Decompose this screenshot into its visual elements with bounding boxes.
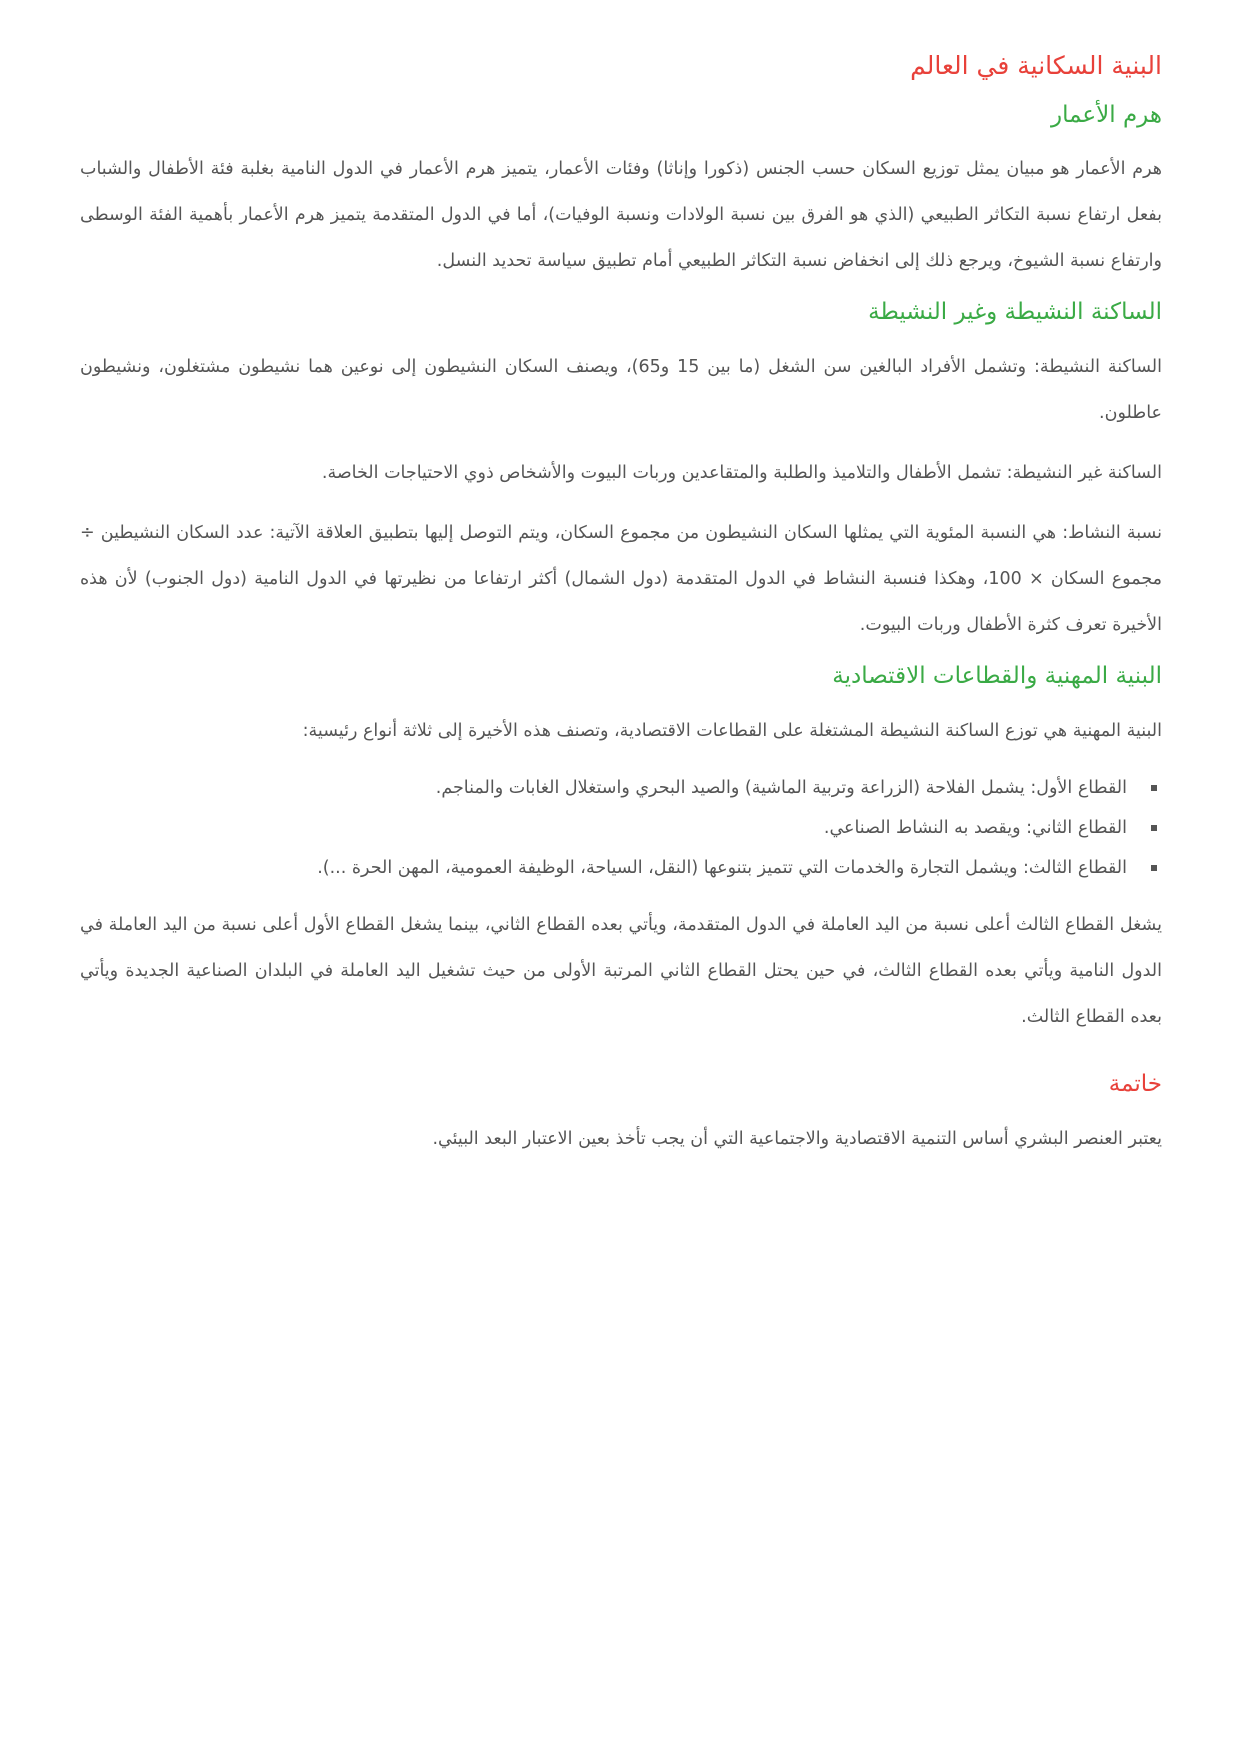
page-title: البنية السكانية في العالم xyxy=(910,51,1162,80)
list-item-text: القطاع الثاني: ويقصد به النشاط الصناعي. xyxy=(823,818,1127,839)
list-item xyxy=(80,808,1127,848)
list-item-text: القطاع الأول: يشمل الفلاحة (الزراعة وتربية الماشية) والصيد البحري واستغلال الغابات والمناجم. xyxy=(435,778,1127,799)
list-item-text: القطاع الثالث: ويشمل التجارة والخدمات التي تتميز بتنوعها (النقل، السياحة، الوظيفة العمومية، المهن الحرة ...). xyxy=(317,858,1127,879)
sectors-list xyxy=(80,768,1162,888)
age-pyramid-paragraph: هرم الأعمار هو مبيان يمثل توزيع السكان حسب الجنس (ذكورا وإناثا) وفئات الأعمار، يتميز هرم الأعمار في الدول النامية بغلبة فئة الأطفال والشباب بفعل ارتفاع نسبة التكاثر الطبيعي (الذي هو الفرق بين نسبة الولادات ونسبة الوفيات)، أما في الدول المتقدمة يتميز هرم الأعمار بأهمية الفئة الوسطى وارتفاع نسبة الشيوخ، ويرجع ذلك إلى انخفاض نسبة التكاثر الطبيعي أمام تطبيق سياسة تحديد النسل. xyxy=(80,159,1162,272)
inactive-population-paragraph: الساكنة غير النشيطة: تشمل الأطفال والتلاميذ والطلبة والمتقاعدين وربات البيوت والأشخاص ذوي الاحتياجات الخاصة. xyxy=(321,463,1162,484)
economic-sectors-intro: البنية المهنية هي توزع الساكنة النشيطة المشتغلة على القطاعات الاقتصادية، وتصنف هذه الأخيرة إلى ثلاثة أنواع رئيسية: xyxy=(302,721,1162,742)
document-page xyxy=(80,50,1162,1176)
square-bullet-icon xyxy=(1151,825,1157,831)
section-heading-age-pyramid: هرم الأعمار xyxy=(1050,101,1162,128)
square-bullet-icon xyxy=(1151,865,1157,871)
economic-sectors-outro: يشغل القطاع الثالث أعلى نسبة من اليد العاملة في الدول المتقدمة، ويأتي بعده القطاع الثاني، بينما يشغل القطاع الأول أعلى نسبة من اليد العاملة في الدول النامية ويأتي بعده القطاع الثالث، في حين يحتل القطاع الثاني المرتبة الأولى من حيث تشغيل اليد العاملة في البلدان الصناعية الجديدة ويأتي بعده القطاع الثالث. xyxy=(80,915,1162,1028)
conclusion-heading: خاتمة xyxy=(1108,1071,1162,1098)
list-item xyxy=(80,768,1127,808)
square-bullet-icon xyxy=(1151,785,1157,791)
active-population-paragraph: الساكنة النشيطة: وتشمل الأفراد البالغين سن الشغل (ما بين 15 و65)، ويصنف السكان النشيطون إلى نوعين هما نشيطون مشتغلون، ونشيطون عاطلون. xyxy=(80,357,1162,424)
activity-rate-paragraph: نسبة النشاط: هي النسبة المئوية التي يمثلها السكان النشيطون من مجموع السكان، ويتم التوصل إليها بتطبيق العلاقة الآتية: عدد السكان النشيطين ÷ مجموع السكان × 100، وهكذا فنسبة النشاط في الدول المتقدمة (دول الشمال) أكثر ارتفاعا من نظيرتها في الدول النامية (دول الجنوب) لأن هذه الأخيرة تعرف كثرة الأطفال وربات البيوت. xyxy=(80,523,1162,636)
conclusion-paragraph: يعتبر العنصر البشري أساس التنمية الاقتصادية والاجتماعية التي أن يجب تأخذ بعين الاعتبار البعد البيئي. xyxy=(432,1129,1162,1150)
section-heading-economic-sectors: البنية المهنية والقطاعات الاقتصادية xyxy=(832,663,1162,690)
section-heading-active-population: الساكنة النشيطة وغير النشيطة xyxy=(868,299,1162,326)
list-item xyxy=(80,848,1127,888)
